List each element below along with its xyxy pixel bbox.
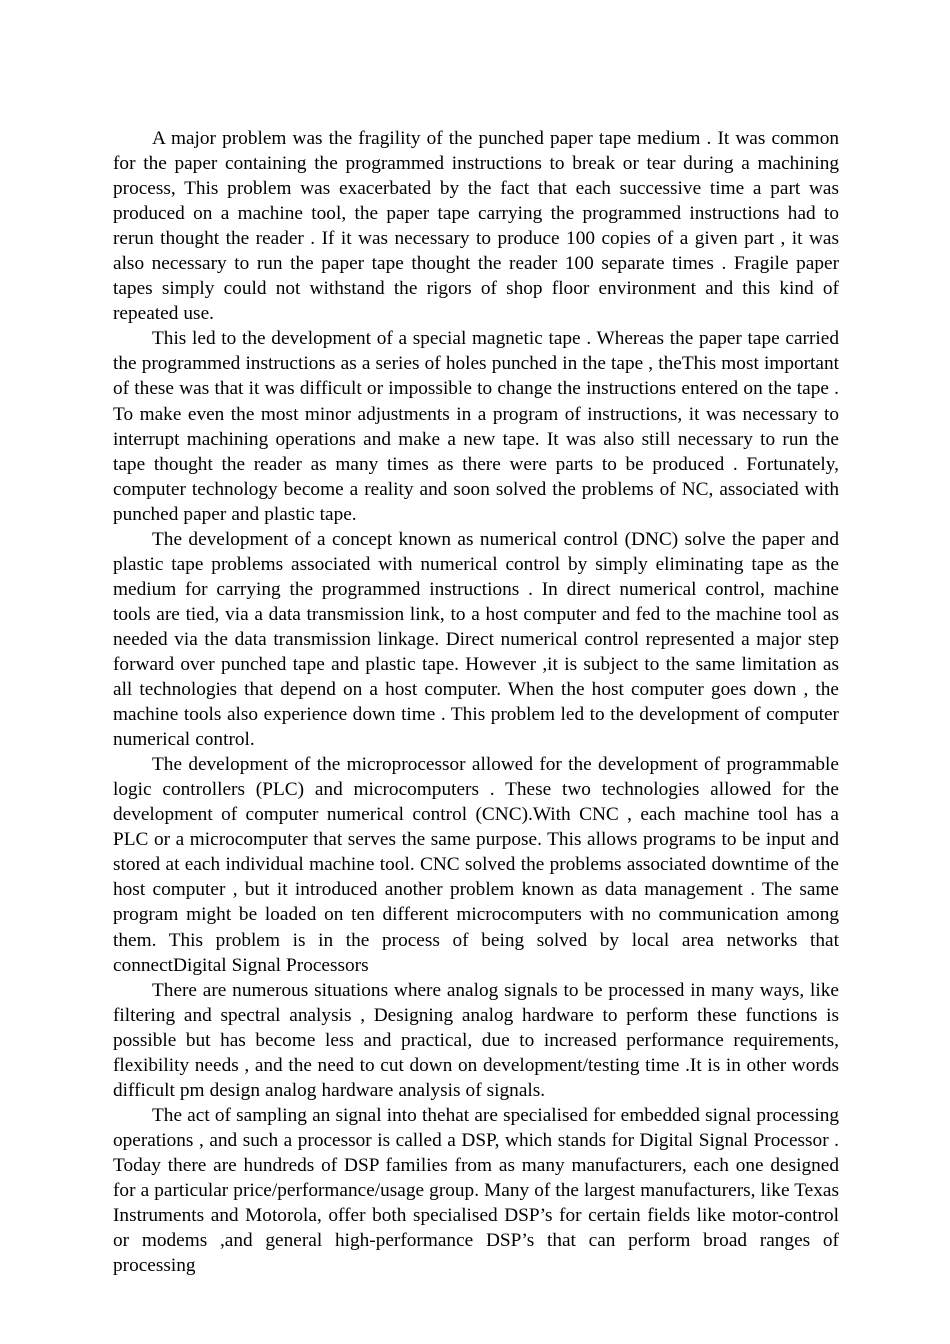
paragraph-2: This led to the development of a special magnetic tape . Whereas the paper tape carried the programmed instructions as a series of holes punched in the tape , theThis most important of these was that it was difficult or impossible to change the instructions entered on the tape . To make even the most minor adjustments in a program of instructions, it was necessary to interrupt machining operations and make a new tape. It was also still necessary to run the tape thought the reader as many times as there were parts to be produced . Fortunately, computer technology become a reality and soon solved the problems of NC, associated with punched paper and plastic tape. <box>113 328 839 525</box>
body-text-column <box>113 126 839 1278</box>
paragraph-1: A major problem was the fragility of the punched paper tape medium . It was common for the paper containing the programmed instructions to break or tear during a machining process, This problem was exacerbated by the fact that each successive time a part was produced on a machine tool, the paper tape carrying the programmed instructions had to rerun thought the reader . If it was necessary to produce 100 copies of a given part , it was also necessary to run the paper tape thought the reader 100 separate times . Fragile paper tapes simply could not withstand the rigors of shop floor environment and this kind of repeated use. <box>113 128 839 325</box>
paragraph-5: There are numerous situations where analog signals to be processed in many ways, like filtering and spectral analysis , Designing analog hardware to perform these functions is possible but has become less and practical, due to increased performance requirements, flexibility needs , and the need to cut down on development/testing time .It is in other words difficult pm design analog hardware analysis of signals. <box>113 979 839 1101</box>
paragraph-3: The development of a concept known as numerical control (DNC) solve the paper and plastic tape problems associated with numerical control by simply eliminating tape as the medium for carrying the programmed instructions . In direct numerical control, machine tools are tied, via a data transmission link, to a host computer and fed to the machine tool as needed via the data transmission linkage. Direct numerical control represented a major step forward over punched tape and plastic tape. However ,it is subject to the same limitation as all technologies that depend on a host computer. When the host computer goes down , the machine tools also experience down time . This problem led to the development of computer numerical control. <box>113 528 839 751</box>
paragraph-6: The act of sampling an signal into thehat are specialised for embedded signal processing operations , and such a processor is called a DSP, which stands for Digital Signal Processor . Today there are hundreds of DSP families from as many manufacturers, each one designed for a particular price/performance/usage group. Many of the largest manufacturers, like Texas Instruments and Motorola, offer both specialised DSP’s for certain fields like motor-control or modems ,and general high-performance DSP’s that can perform broad ranges of processing <box>113 1104 839 1277</box>
paragraph-4: The development of the microprocessor allowed for the development of programmable logic controllers (PLC) and microcomputers . These two technologies allowed for the development of computer numerical control (CNC).With CNC , each machine tool has a PLC or a microcomputer that serves the same purpose. This allows programs to be input and stored at each individual machine tool. CNC solved the problems associated downtime of the host computer , but it introduced another problem known as data management . The same program might be loaded on ten different microcomputers with no communication among them. This problem is in the process of being solved by local area networks that connectDigital Signal Processors <box>113 754 839 976</box>
